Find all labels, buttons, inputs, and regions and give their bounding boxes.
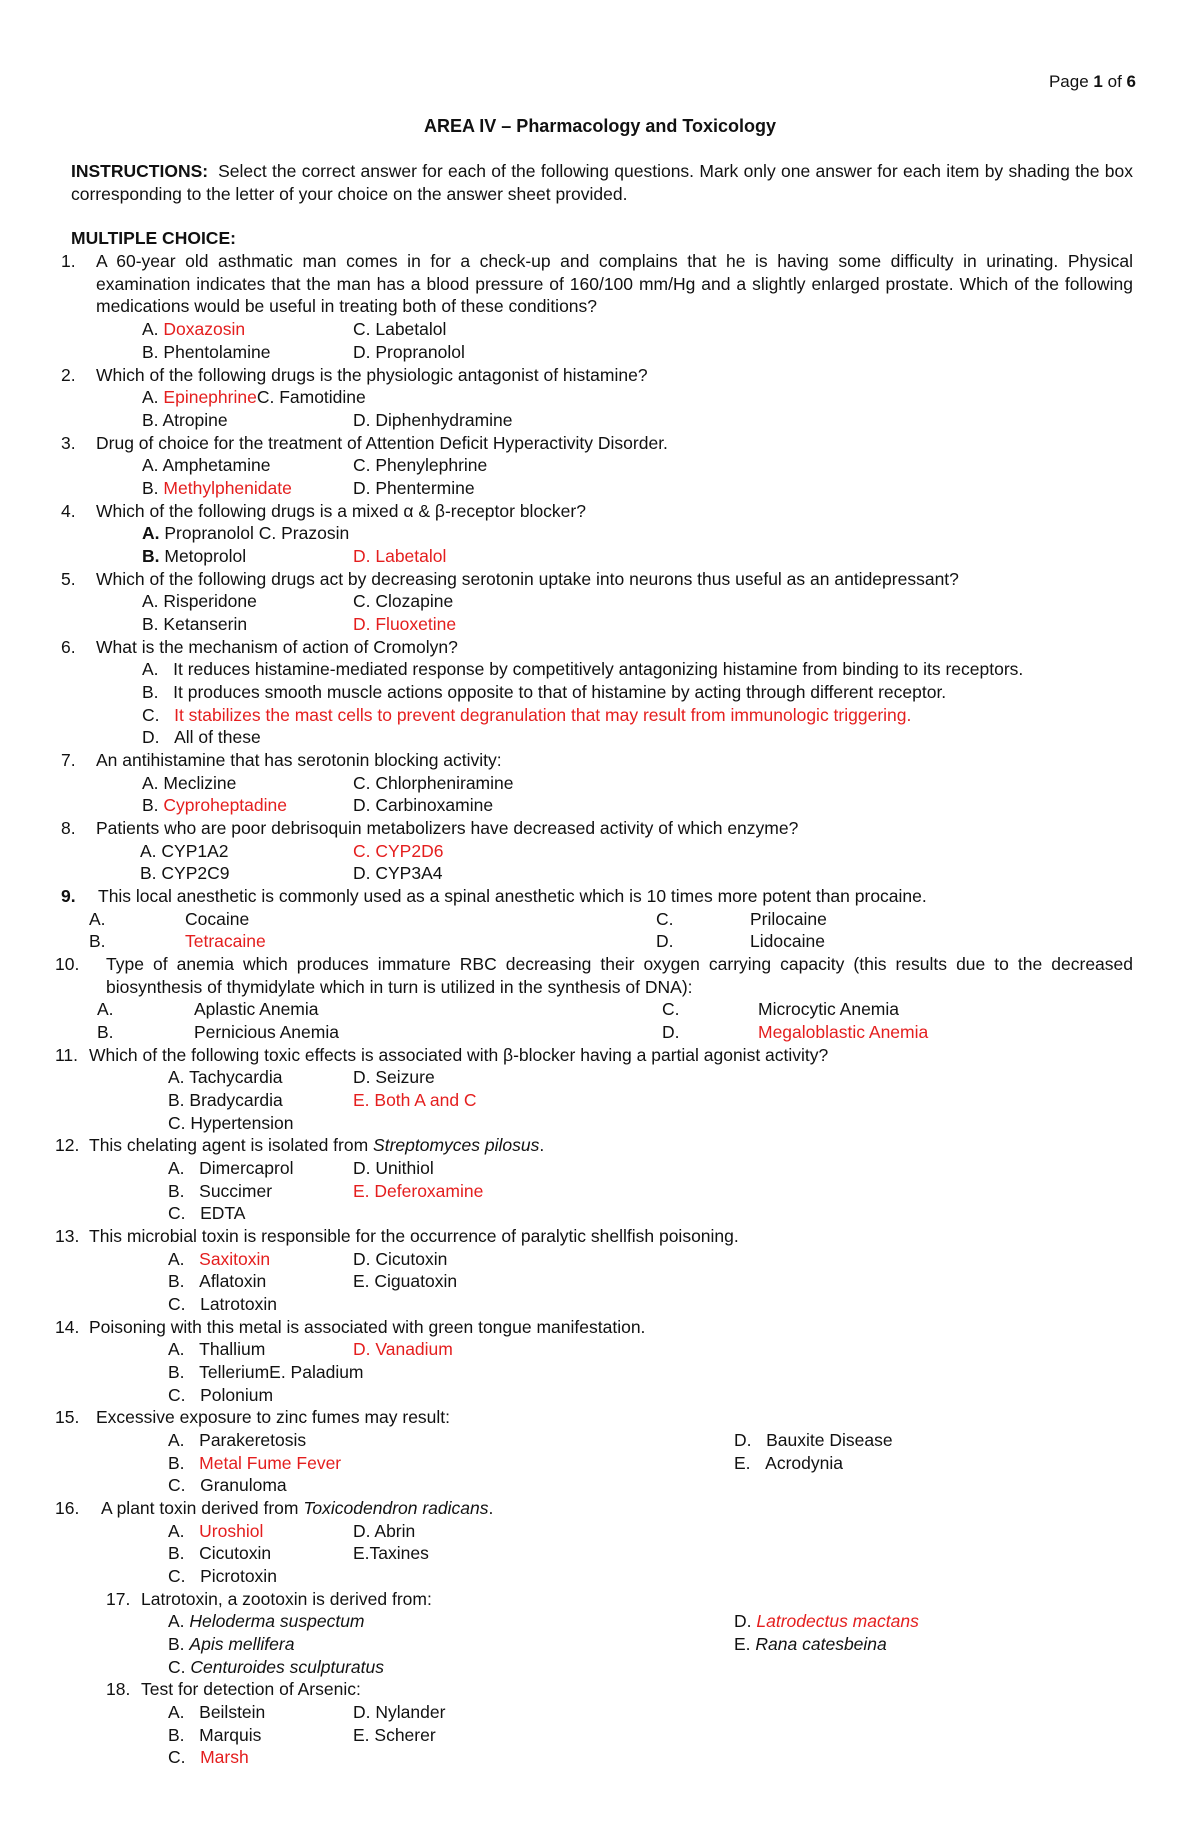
question-number: 4.: [61, 501, 76, 521]
option-text: Ketanserin: [163, 614, 248, 634]
option-c: [168, 1746, 249, 1769]
question-number: 9.: [61, 886, 76, 906]
page-number: [1049, 72, 1136, 92]
option-letter: B.: [97, 1022, 114, 1042]
option-e: E. Scherer: [353, 1725, 436, 1745]
answer-text: It stabilizes the mast cells to prevent degranulation that may result from immunologic triggering.: [174, 705, 912, 725]
option-text: Heloderma suspectum: [189, 1611, 365, 1631]
instructions-label: INSTRUCTIONS:: [71, 161, 209, 181]
option-letter: A.: [89, 909, 106, 929]
option-letter: D.: [142, 727, 160, 747]
option-c: [168, 1293, 277, 1316]
option-text: Thallium: [199, 1339, 266, 1359]
option-c: C. Clozapine: [353, 591, 454, 611]
option-letter: A.: [168, 1430, 185, 1450]
option-a: [142, 522, 349, 545]
option-letter: D.: [734, 1611, 752, 1631]
question-number: 17.: [106, 1589, 131, 1609]
option-letter: C.: [168, 1385, 186, 1405]
question-text: Which of the following drugs is a mixed α & β-receptor blocker?: [96, 501, 586, 521]
option-a: [142, 658, 1023, 681]
option-letter: B.: [142, 410, 159, 430]
option-letter: B.: [89, 931, 106, 951]
question-number: 13.: [55, 1226, 80, 1246]
option-text: Amphetamine: [162, 455, 271, 475]
option-text: Beilstein: [199, 1702, 266, 1722]
instructions-text: Select the correct answer for each of the following questions. Mark only one answer for each item by shading the box corresponding to the letter of your choice on the answer sheet provided.: [71, 161, 1133, 204]
option-text: Rana catesbeina: [755, 1634, 887, 1654]
option-letter: C.: [168, 1294, 186, 1314]
option-b: [142, 545, 246, 568]
question-text-part: This chelating agent is isolated from: [89, 1135, 374, 1155]
option-letter: B.: [168, 1725, 185, 1745]
option-text: Succimer: [199, 1181, 273, 1201]
question-number: 16.: [55, 1498, 80, 1518]
option-text: Parakeretosis: [199, 1430, 307, 1450]
option-letter: C.: [168, 1475, 186, 1495]
option-letter: A.: [142, 523, 160, 543]
option-d: D. Cicutoxin: [353, 1249, 448, 1269]
option-d: D. CYP3A4: [353, 863, 443, 883]
option-letter: C.: [168, 1747, 186, 1767]
option-letter: B.: [168, 1453, 185, 1473]
option-b: [168, 1180, 272, 1203]
option-d: D. Unithiol: [353, 1158, 434, 1178]
option-letter: B.: [168, 1181, 185, 1201]
option-d: D. Carbinoxamine: [353, 795, 494, 815]
answer-text: Cyproheptadine: [163, 795, 287, 815]
option-c: [168, 1384, 273, 1407]
option-letter: A.: [168, 1521, 185, 1541]
page-label: Page: [1048, 72, 1089, 91]
option-letter: A.: [142, 659, 159, 679]
option-c: C. Famotidine: [256, 387, 366, 407]
question-text: Type of anemia which produces immature RBC decreasing their oxygen carrying capacity (this results due to the decreased biosynthesis of thymidylate which in turn is utilized in the synthesis of DNA):: [106, 954, 1133, 997]
question-text: Which of the following drugs act by decreasing serotonin uptake into neurons thus useful as an antidepressant?: [96, 569, 959, 589]
option-d: [142, 726, 261, 749]
option-text: Apis mellifera: [189, 1634, 295, 1654]
option-b: [168, 1361, 364, 1384]
option-d: D. Nylander: [353, 1702, 446, 1722]
option-letter: A.: [142, 319, 159, 339]
question-text: Latrotoxin, a zootoxin is derived from:: [141, 1589, 432, 1609]
question-number: 5.: [61, 569, 76, 589]
option-letter: C.: [656, 909, 674, 929]
species-name: Streptomyces pilosus: [373, 1135, 540, 1155]
option-letter: B.: [142, 682, 159, 702]
option-d: D. Fluoxetine: [353, 614, 457, 634]
option-letter: A.: [168, 1702, 185, 1722]
option-text: All of these: [174, 727, 261, 747]
answer-text: Saxitoxin: [199, 1249, 271, 1269]
option-c: [142, 704, 911, 727]
option-letter: D.: [734, 1430, 752, 1450]
option-a: [142, 454, 270, 477]
question-text-part: .: [488, 1498, 494, 1518]
answer-text: Methylphenidate: [163, 478, 292, 498]
question-text: [89, 1134, 544, 1157]
option-letter: B.: [168, 1543, 185, 1563]
option-text: Polonium: [200, 1385, 274, 1405]
option-letter: B.: [142, 478, 159, 498]
option-text: Bauxite Disease: [766, 1430, 893, 1450]
question-number: 11.: [55, 1045, 79, 1065]
question-number: 6.: [61, 637, 76, 657]
option-c: C. Chlorpheniramine: [353, 773, 514, 793]
answer-text: Metal Fume Fever: [199, 1453, 342, 1473]
option-d: D. Seizure: [353, 1067, 435, 1087]
option-letter: A.: [168, 1339, 185, 1359]
option-c: [168, 1565, 277, 1588]
option-text: Metoprolol: [164, 546, 247, 566]
question-text: Which of the following toxic effects is associated with β-blocker having a partial agonist activity?: [89, 1045, 829, 1065]
option-d: D. Abrin: [353, 1521, 416, 1541]
option-text: Centuroides sculpturatus: [190, 1657, 384, 1677]
question-text: This local anesthetic is commonly used as a spinal anesthetic which is 10 times more potent than procaine.: [98, 886, 927, 906]
option-b: [168, 1270, 266, 1293]
option-a: [168, 1610, 365, 1633]
option-text: It produces smooth muscle actions opposite to that of histamine by acting through different receptor.: [173, 682, 947, 702]
option-b: [142, 681, 946, 704]
option-d: [734, 1429, 893, 1452]
option-letter: A.: [142, 591, 159, 611]
answer-text: Epinephrine: [163, 387, 257, 407]
option-text: Dimercaprol: [199, 1158, 294, 1178]
option-e: [734, 1633, 887, 1656]
question-number: 2.: [61, 365, 76, 385]
option-text: Picrotoxin: [200, 1566, 277, 1586]
page-total: 6: [1126, 72, 1136, 91]
option-a: [168, 1429, 306, 1452]
question-text: This microbial toxin is responsible for the occurrence of paralytic shellfish poisoning.: [89, 1226, 739, 1246]
question-number: 18.: [106, 1679, 131, 1699]
option-letter: B.: [168, 1634, 185, 1654]
option-c: [168, 1474, 287, 1497]
question-number: 1.: [61, 251, 76, 271]
option-b: B. CYP2C9: [140, 863, 230, 883]
question-number: 12.: [55, 1135, 80, 1155]
option-a: [142, 318, 245, 341]
option-letter: B.: [168, 1362, 185, 1382]
option-text: Propranolol C. Prazosin: [164, 523, 350, 543]
option-d: D. Propranolol: [353, 342, 465, 362]
option-text: Aflatoxin: [199, 1271, 267, 1291]
option-letter: A.: [168, 1611, 185, 1631]
option-letter: A.: [142, 387, 159, 407]
option-a: [168, 1157, 293, 1180]
option-letter: D.: [656, 931, 674, 951]
option-a: [168, 1338, 265, 1361]
option-text: Marquis: [199, 1725, 262, 1745]
option-letter: C.: [168, 1657, 186, 1677]
option-text: Granuloma: [200, 1475, 287, 1495]
option-letter: A.: [142, 455, 159, 475]
answer-text: Marsh: [200, 1747, 249, 1767]
option-text: Phentolamine: [163, 342, 271, 362]
option-a: A. CYP1A2: [140, 841, 229, 861]
option-a: [142, 772, 236, 795]
question-text-part: A plant toxin derived from: [101, 1498, 304, 1518]
option-c: C. Labetalol: [353, 319, 447, 339]
option-e: E.Taxines: [353, 1543, 429, 1563]
question-text: Patients who are poor debrisoquin metabolizers have decreased activity of which enzyme?: [96, 818, 799, 838]
option-letter: A.: [168, 1249, 185, 1269]
question-text-part: .: [539, 1135, 545, 1155]
option-a: [168, 1701, 265, 1724]
question-text: A 60-year old asthmatic man comes in for a check-up and complains that he is having some difficulty in urinating. Physical examination indicates that the man has a blood pressure of 160/100 mm/Hg and a slightly enlarged prostate. Which of the following medications would be useful in treating both of these conditions?: [96, 251, 1133, 317]
question-text: Excessive exposure to zinc fumes may result:: [96, 1407, 451, 1427]
option-d: D. Vanadium: [353, 1339, 453, 1359]
option-d: D. Diphenhydramine: [353, 410, 513, 430]
option-c: Prilocaine: [750, 909, 827, 929]
question-text: Drug of choice for the treatment of Attention Deficit Hyperactivity Disorder.: [96, 433, 668, 453]
option-b: [142, 613, 247, 636]
option-b: [168, 1724, 261, 1747]
question-text: [101, 1497, 493, 1520]
option-text: Meclizine: [163, 773, 237, 793]
option-b: [142, 794, 287, 817]
question-text: What is the mechanism of action of Cromolyn?: [96, 637, 458, 657]
page-current: 1: [1093, 72, 1103, 91]
option-c: C. CYP2D6: [353, 841, 444, 861]
option-d: Lidocaine: [750, 931, 825, 951]
question-number: 8.: [61, 818, 76, 838]
option-a: [168, 1248, 270, 1271]
question-text: Poisoning with this metal is associated with green tongue manifestation.: [89, 1317, 646, 1337]
option-b: Pernicious Anemia: [194, 1022, 339, 1042]
option-letter: A.: [97, 999, 114, 1019]
question-text: An antihistamine that has serotonin blocking activity:: [96, 750, 502, 770]
option-text: Risperidone: [163, 591, 257, 611]
option-c: C. Phenylephrine: [353, 455, 488, 475]
option-letter: A.: [168, 1158, 185, 1178]
option-b: [168, 1542, 271, 1565]
page-title: AREA IV – Pharmacology and Toxicology: [423, 116, 777, 136]
option-letter: E.: [734, 1634, 751, 1654]
option-letter: E.: [734, 1453, 751, 1473]
option-letter: B.: [142, 795, 159, 815]
option-b: [142, 341, 270, 364]
option-letter: B.: [142, 342, 159, 362]
option-b: [142, 477, 292, 500]
question-text: Which of the following drugs is the physiologic antagonist of histamine?: [96, 365, 648, 385]
option-e: [734, 1452, 843, 1475]
option-b: [168, 1633, 294, 1656]
answer-text: Latrodectus mactans: [756, 1611, 919, 1631]
option-d: [734, 1610, 919, 1633]
page-of: of: [1107, 72, 1122, 91]
option-b: Tetracaine: [185, 931, 266, 951]
option-b: [168, 1452, 341, 1475]
answer-text: Uroshiol: [199, 1521, 264, 1541]
option-a: [142, 386, 366, 409]
option-letter: B.: [168, 1271, 185, 1291]
question-number: 3.: [61, 433, 76, 453]
option-letter: A.: [142, 773, 159, 793]
option-e: E. Both A and C: [353, 1090, 477, 1110]
option-d: D. Phentermine: [353, 478, 475, 498]
option-text: Latrotoxin: [200, 1294, 277, 1314]
option-letter: D.: [662, 1022, 680, 1042]
option-d: Megaloblastic Anemia: [758, 1022, 929, 1042]
option-c: [168, 1656, 384, 1679]
answer-text: Doxazosin: [163, 319, 246, 339]
question-number: 10.: [55, 954, 80, 974]
option-a: A. Tachycardia: [168, 1067, 283, 1087]
option-b: B. Bradycardia: [168, 1090, 283, 1110]
option-text: Cicutoxin: [199, 1543, 272, 1563]
option-letter: C.: [168, 1203, 186, 1223]
option-a: [142, 590, 257, 613]
option-text: TelleriumE. Paladium: [199, 1362, 364, 1382]
option-letter: C.: [142, 705, 160, 725]
option-a: Cocaine: [185, 909, 250, 929]
option-text: EDTA: [200, 1203, 246, 1223]
option-letter: C.: [168, 1566, 186, 1586]
question-number: 15.: [55, 1407, 80, 1427]
option-letter: B.: [142, 546, 160, 566]
option-e: E. Ciguatoxin: [353, 1271, 458, 1291]
question-text: Test for detection of Arsenic:: [141, 1679, 361, 1699]
question-number: 7.: [61, 750, 76, 770]
option-b: [142, 409, 228, 432]
option-text: It reduces histamine-mediated response by competitively antagonizing histamine from binding to its receptors.: [173, 659, 1024, 679]
option-d: D. Labetalol: [353, 546, 447, 566]
option-a: Aplastic Anemia: [194, 999, 319, 1019]
option-c: Microcytic Anemia: [758, 999, 900, 1019]
species-name: Toxicodendron radicans: [303, 1498, 489, 1518]
section-heading: MULTIPLE CHOICE:: [71, 228, 236, 248]
option-letter: C.: [662, 999, 680, 1019]
option-c: [168, 1202, 245, 1225]
option-e: E. Deferoxamine: [353, 1181, 484, 1201]
option-text: Acrodynia: [765, 1453, 843, 1473]
instructions: [71, 160, 1133, 206]
option-a: [168, 1520, 263, 1543]
option-letter: B.: [142, 614, 159, 634]
question-number: 14.: [55, 1317, 80, 1337]
option-text: Atropine: [162, 410, 228, 430]
option-c: C. Hypertension: [168, 1113, 294, 1133]
